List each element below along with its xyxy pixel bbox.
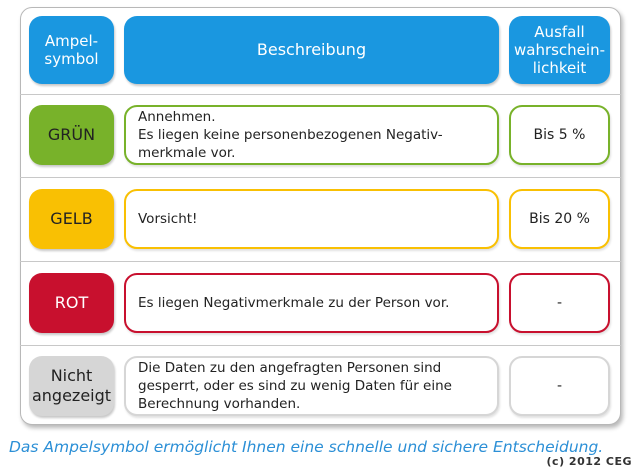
header-description-label: Beschreibung (256, 40, 367, 59)
probability-green-value: Bis 5 % (533, 127, 586, 143)
description-green-line-2: Es liegen keine personenbezogenen Negativ- (138, 127, 443, 143)
probability-yellow-value: Bis 20 % (529, 211, 590, 227)
symbol-yellow (29, 189, 114, 249)
description-not-shown-line-2: gesperrt, oder es sind zu wenig Daten für eine (138, 378, 452, 394)
header-description (124, 16, 499, 84)
header-probability (509, 16, 610, 84)
header-probability-line-3: lichkeit (532, 59, 587, 77)
symbol-green-label: GRÜN (47, 125, 96, 144)
row-divider (20, 345, 621, 346)
header-symbol-line-2: symbol (44, 50, 99, 68)
description-green (124, 105, 499, 165)
description-yellow-line-1: Vorsicht! (138, 211, 198, 227)
probability-red (509, 273, 610, 333)
header-symbol-line-1: Ampel- (44, 32, 99, 50)
header-probability-line-1: Ausfall (534, 23, 585, 41)
symbol-not-shown-line-1: Nicht (50, 366, 93, 385)
description-not-shown-line-3: Berechnung vorhanden. (138, 396, 301, 412)
description-not-shown-line-1: Die Daten zu den angefragten Personen sind (138, 360, 442, 376)
probability-yellow (509, 189, 610, 249)
description-red (124, 273, 499, 333)
symbol-red-label: ROT (54, 293, 89, 312)
description-red-line-1: Es liegen Negativmerkmale zu der Person vor. (138, 295, 450, 311)
row-divider (20, 177, 621, 178)
symbol-yellow-label: GELB (50, 209, 93, 228)
probability-green (509, 105, 610, 165)
probability-not-shown (509, 356, 610, 416)
footer-caption: Das Ampelsymbol ermöglicht Ihnen eine schnelle und sichere Entscheidung. (9, 438, 604, 456)
description-not-shown (124, 356, 499, 416)
header-probability-line-2: wahrschein- (513, 41, 606, 59)
description-green-line-3: merkmale vor. (138, 145, 236, 161)
description-green-line-1: Annehmen. (138, 109, 216, 125)
description-yellow (124, 189, 499, 249)
header-symbol (29, 16, 114, 84)
row-divider (20, 261, 621, 262)
symbol-not-shown-line-2: angezeigt (31, 386, 112, 405)
copyright: (c) 2012 CEG (546, 455, 632, 468)
symbol-green (29, 105, 114, 165)
probability-not-shown-value: - (556, 378, 563, 394)
symbol-red (29, 273, 114, 333)
row-divider (20, 94, 621, 95)
symbol-not-shown (29, 356, 114, 416)
probability-red-value: - (556, 295, 563, 311)
